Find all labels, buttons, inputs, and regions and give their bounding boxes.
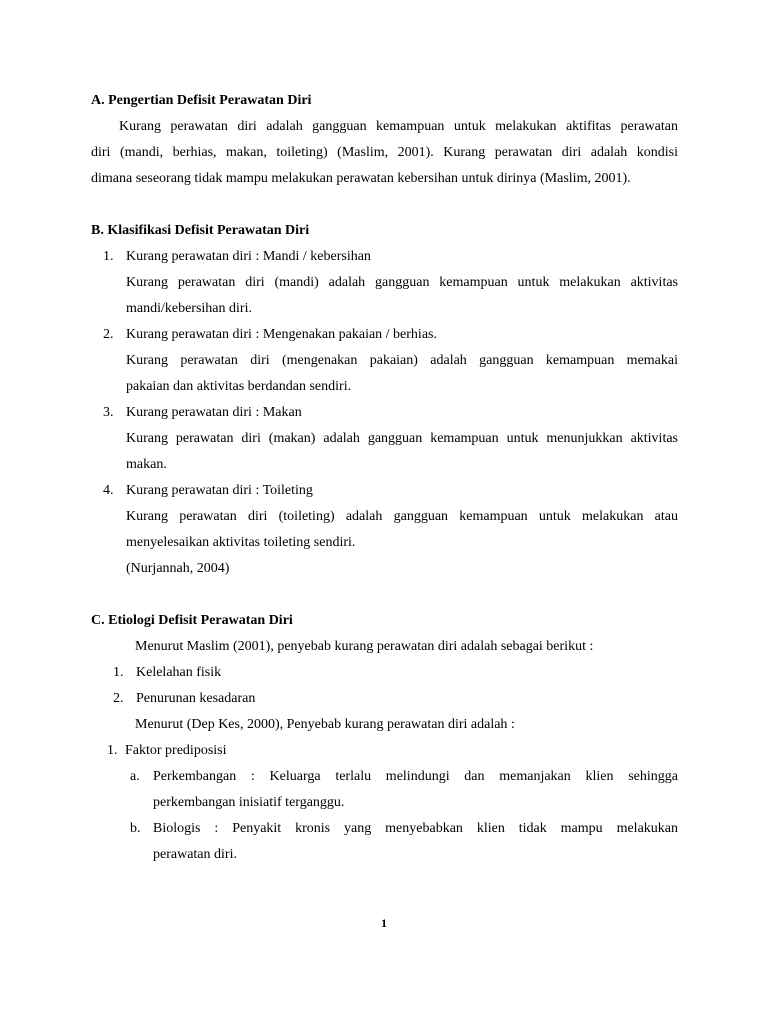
description-line: Kurang perawatan diri (toileting) adalah gangguan kemampuan untuk melakukan atau <box>126 509 678 524</box>
section-c-heading: C. Etiologi Defisit Perawatan Diri <box>91 613 293 628</box>
sub-list-letter: a. <box>130 769 140 784</box>
description-line: makan. <box>126 457 167 472</box>
list-item-text: Penurunan kesadaran <box>136 691 256 706</box>
sub-item-line: perawatan diri. <box>153 847 237 862</box>
list-item-title: Kurang perawatan diri : Mengenakan pakaian / berhias. <box>126 327 437 342</box>
list-item-title: Kurang perawatan diri : Makan <box>126 405 302 420</box>
list-item <box>91 400 678 426</box>
description-line: Kurang perawatan diri (mengenakan pakaian) adalah gangguan kemampuan memakai <box>126 353 678 368</box>
list-item-text: Kelelahan fisik <box>136 665 222 680</box>
list-item-number: 4. <box>103 483 114 498</box>
list-item-description <box>91 348 678 400</box>
list-item-description <box>91 426 678 478</box>
list-item-title: Kurang perawatan diri : Toileting <box>126 483 313 498</box>
citation: (Nurjannah, 2004) <box>126 561 230 576</box>
maslim-cause-list <box>91 660 678 712</box>
list-item-title: Kurang perawatan diri : Mandi / kebersihan <box>126 249 371 264</box>
description-line: menyelesaikan aktivitas toileting sendiri. <box>126 535 356 550</box>
list-item <box>91 322 678 348</box>
paragraph-line: Kurang perawatan diri adalah gangguan kemampuan untuk melakukan aktifitas perawatan <box>119 119 678 134</box>
section-b-heading: B. Klasifikasi Defisit Perawatan Diri <box>91 223 310 238</box>
sub-list-letter: b. <box>130 821 141 836</box>
description-line: Kurang perawatan diri (makan) adalah gangguan kemampuan untuk menunjukkan aktivitas <box>126 431 678 446</box>
list-item <box>91 478 678 504</box>
list-item-number: 1. <box>107 743 118 758</box>
sub-item-line: Biologis : Penyakit kronis yang menyebabkan klien tidak mampu melakukan <box>153 821 678 836</box>
list-item-number: 2. <box>103 327 114 342</box>
description-line: Kurang perawatan diri (mandi) adalah gangguan kemampuan untuk melakukan aktivitas <box>126 275 678 290</box>
document-page <box>91 88 678 868</box>
classification-list <box>91 244 678 582</box>
etiology-intro-maslim: Menurut Maslim (2001), penyebab kurang perawatan diri adalah sebagai berikut : <box>135 639 594 654</box>
predisposition-sublist <box>91 764 678 868</box>
list-item-description <box>91 270 678 322</box>
section-a-heading: A. Pengertian Defisit Perawatan Diri <box>91 93 312 108</box>
description-line: mandi/kebersihan diri. <box>126 301 252 316</box>
list-item <box>91 686 678 712</box>
list-item <box>91 244 678 270</box>
sub-item-line: perkembangan inisiatif terganggu. <box>153 795 345 810</box>
factor-title: Faktor prediposisi <box>125 743 227 758</box>
list-item-number: 3. <box>103 405 114 420</box>
etiology-intro-depkes: Menurut (Dep Kes, 2000), Penyebab kurang perawatan diri adalah : <box>135 717 515 732</box>
list-item-number: 1. <box>113 665 124 680</box>
paragraph-line: diri (mandi, berhias, makan, toileting) (Maslim, 2001). Kurang perawatan diri adalah kondisi <box>91 145 678 160</box>
list-item <box>91 660 678 686</box>
sub-list-item <box>91 764 678 816</box>
sub-list-item <box>91 816 678 868</box>
list-item-number: 1. <box>103 249 114 264</box>
paragraph-line: dimana seseorang tidak mampu melakukan perawatan kebersihan untuk dirinya (Maslim, 2001). <box>91 171 631 186</box>
page-number: 1 <box>381 916 387 930</box>
list-item-description <box>91 504 678 582</box>
list-item-number: 2. <box>113 691 124 706</box>
section-a-paragraph <box>91 114 678 192</box>
description-line: pakaian dan aktivitas berdandan sendiri. <box>126 379 352 394</box>
sub-item-line: Perkembangan : Keluarga terlalu melindungi dan memanjakan klien sehingga <box>153 769 678 784</box>
factor-item <box>91 738 678 764</box>
